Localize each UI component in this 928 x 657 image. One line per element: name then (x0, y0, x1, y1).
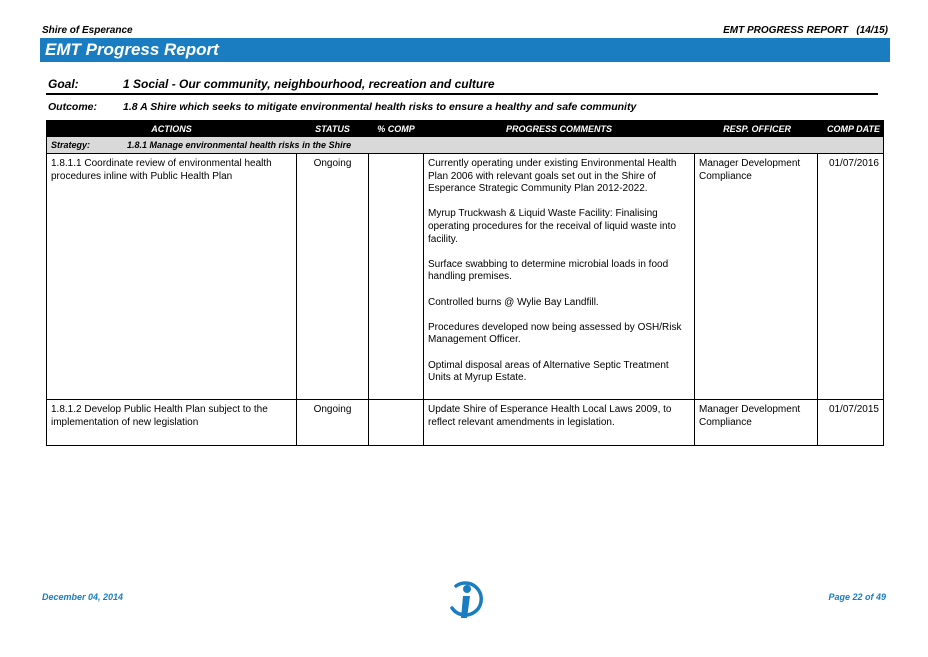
footer-page-number: Page 22 of 49 (828, 592, 886, 602)
comment-paragraph: Procedures developed now being assessed by OSH/Risk Management Officer. (428, 321, 682, 346)
strategy-label: Strategy: (51, 140, 91, 150)
strategy-cell (47, 137, 884, 154)
officer-cell: Manager Development Compliance (695, 400, 818, 446)
org-name: Shire of Esperance (42, 25, 133, 36)
comment-paragraph: Surface swabbing to determine microbial loads in food handling premises. (428, 258, 669, 283)
table-row (47, 154, 884, 400)
outcome-text: 1.8 A Shire which seeks to mitigate environmental health risks to ensure a healthy and safe community (123, 101, 637, 113)
goal-label: Goal: (48, 77, 79, 91)
comment-paragraph: Optimal disposal areas of Alternative Septic Treatment Units at Myrup Estate. (428, 359, 669, 384)
officer-cell: Manager Development Compliance (695, 154, 818, 400)
col-officer: RESP. OFFICER (695, 121, 818, 137)
table-header (47, 121, 884, 137)
goal-text: 1 Social - Our community, neighbourhood, recreation and culture (123, 77, 495, 91)
status-cell: Ongoing (297, 154, 369, 400)
comment-paragraph: Currently operating under existing Environmental Health Plan 2006 with relevant goals set out in the Shire of Esperance Strategic Community Plan 2012-2022. (428, 158, 677, 195)
page-title: EMT Progress Report (40, 38, 890, 62)
status-cell: Ongoing (297, 400, 369, 446)
strategy-row (47, 137, 884, 154)
comp-cell (369, 400, 424, 446)
comp-cell (369, 154, 424, 400)
action-cell: 1.8.1.1 Coordinate review of environmental health procedures inline with Public Health Plan (47, 154, 297, 400)
comment-paragraph: Update Shire of Esperance Health Local Laws 2009, to reflect relevant amendments in legislation. (428, 404, 672, 428)
goal-divider (46, 93, 878, 95)
strategy-text: 1.8.1 Manage environmental health risks in the Shire (127, 140, 352, 150)
report-period: (14/15) (856, 25, 888, 36)
date-cell: 01/07/2015 (818, 400, 884, 446)
outcome-row (48, 101, 636, 113)
col-comp: % COMP (369, 121, 424, 137)
report-name: EMT PROGRESS REPORT (723, 25, 848, 36)
table-row (47, 400, 884, 446)
progress-table (46, 120, 884, 446)
comment-paragraph: Myrup Truckwash & Liquid Waste Facility: Finalising operating procedures for the receival of liquid waste into facility. (428, 208, 676, 245)
col-comments: PROGRESS COMMENTS (424, 121, 695, 137)
goal-row (48, 77, 495, 91)
outcome-label: Outcome: (48, 101, 98, 113)
comments-cell (424, 154, 695, 400)
comment-paragraph: Controlled burns @ Wylie Bay Landfill. (428, 296, 599, 308)
shire-logo-icon (442, 578, 488, 620)
date-cell: 01/07/2016 (818, 154, 884, 400)
action-cell: 1.8.1.2 Develop Public Health Plan subject to the implementation of new legislation (47, 400, 297, 446)
footer-date: December 04, 2014 (42, 592, 124, 602)
col-actions: ACTIONS (47, 121, 297, 137)
col-date: COMP DATE (818, 121, 884, 137)
comments-cell (424, 400, 695, 446)
report-header (723, 25, 888, 36)
col-status: STATUS (297, 121, 369, 137)
